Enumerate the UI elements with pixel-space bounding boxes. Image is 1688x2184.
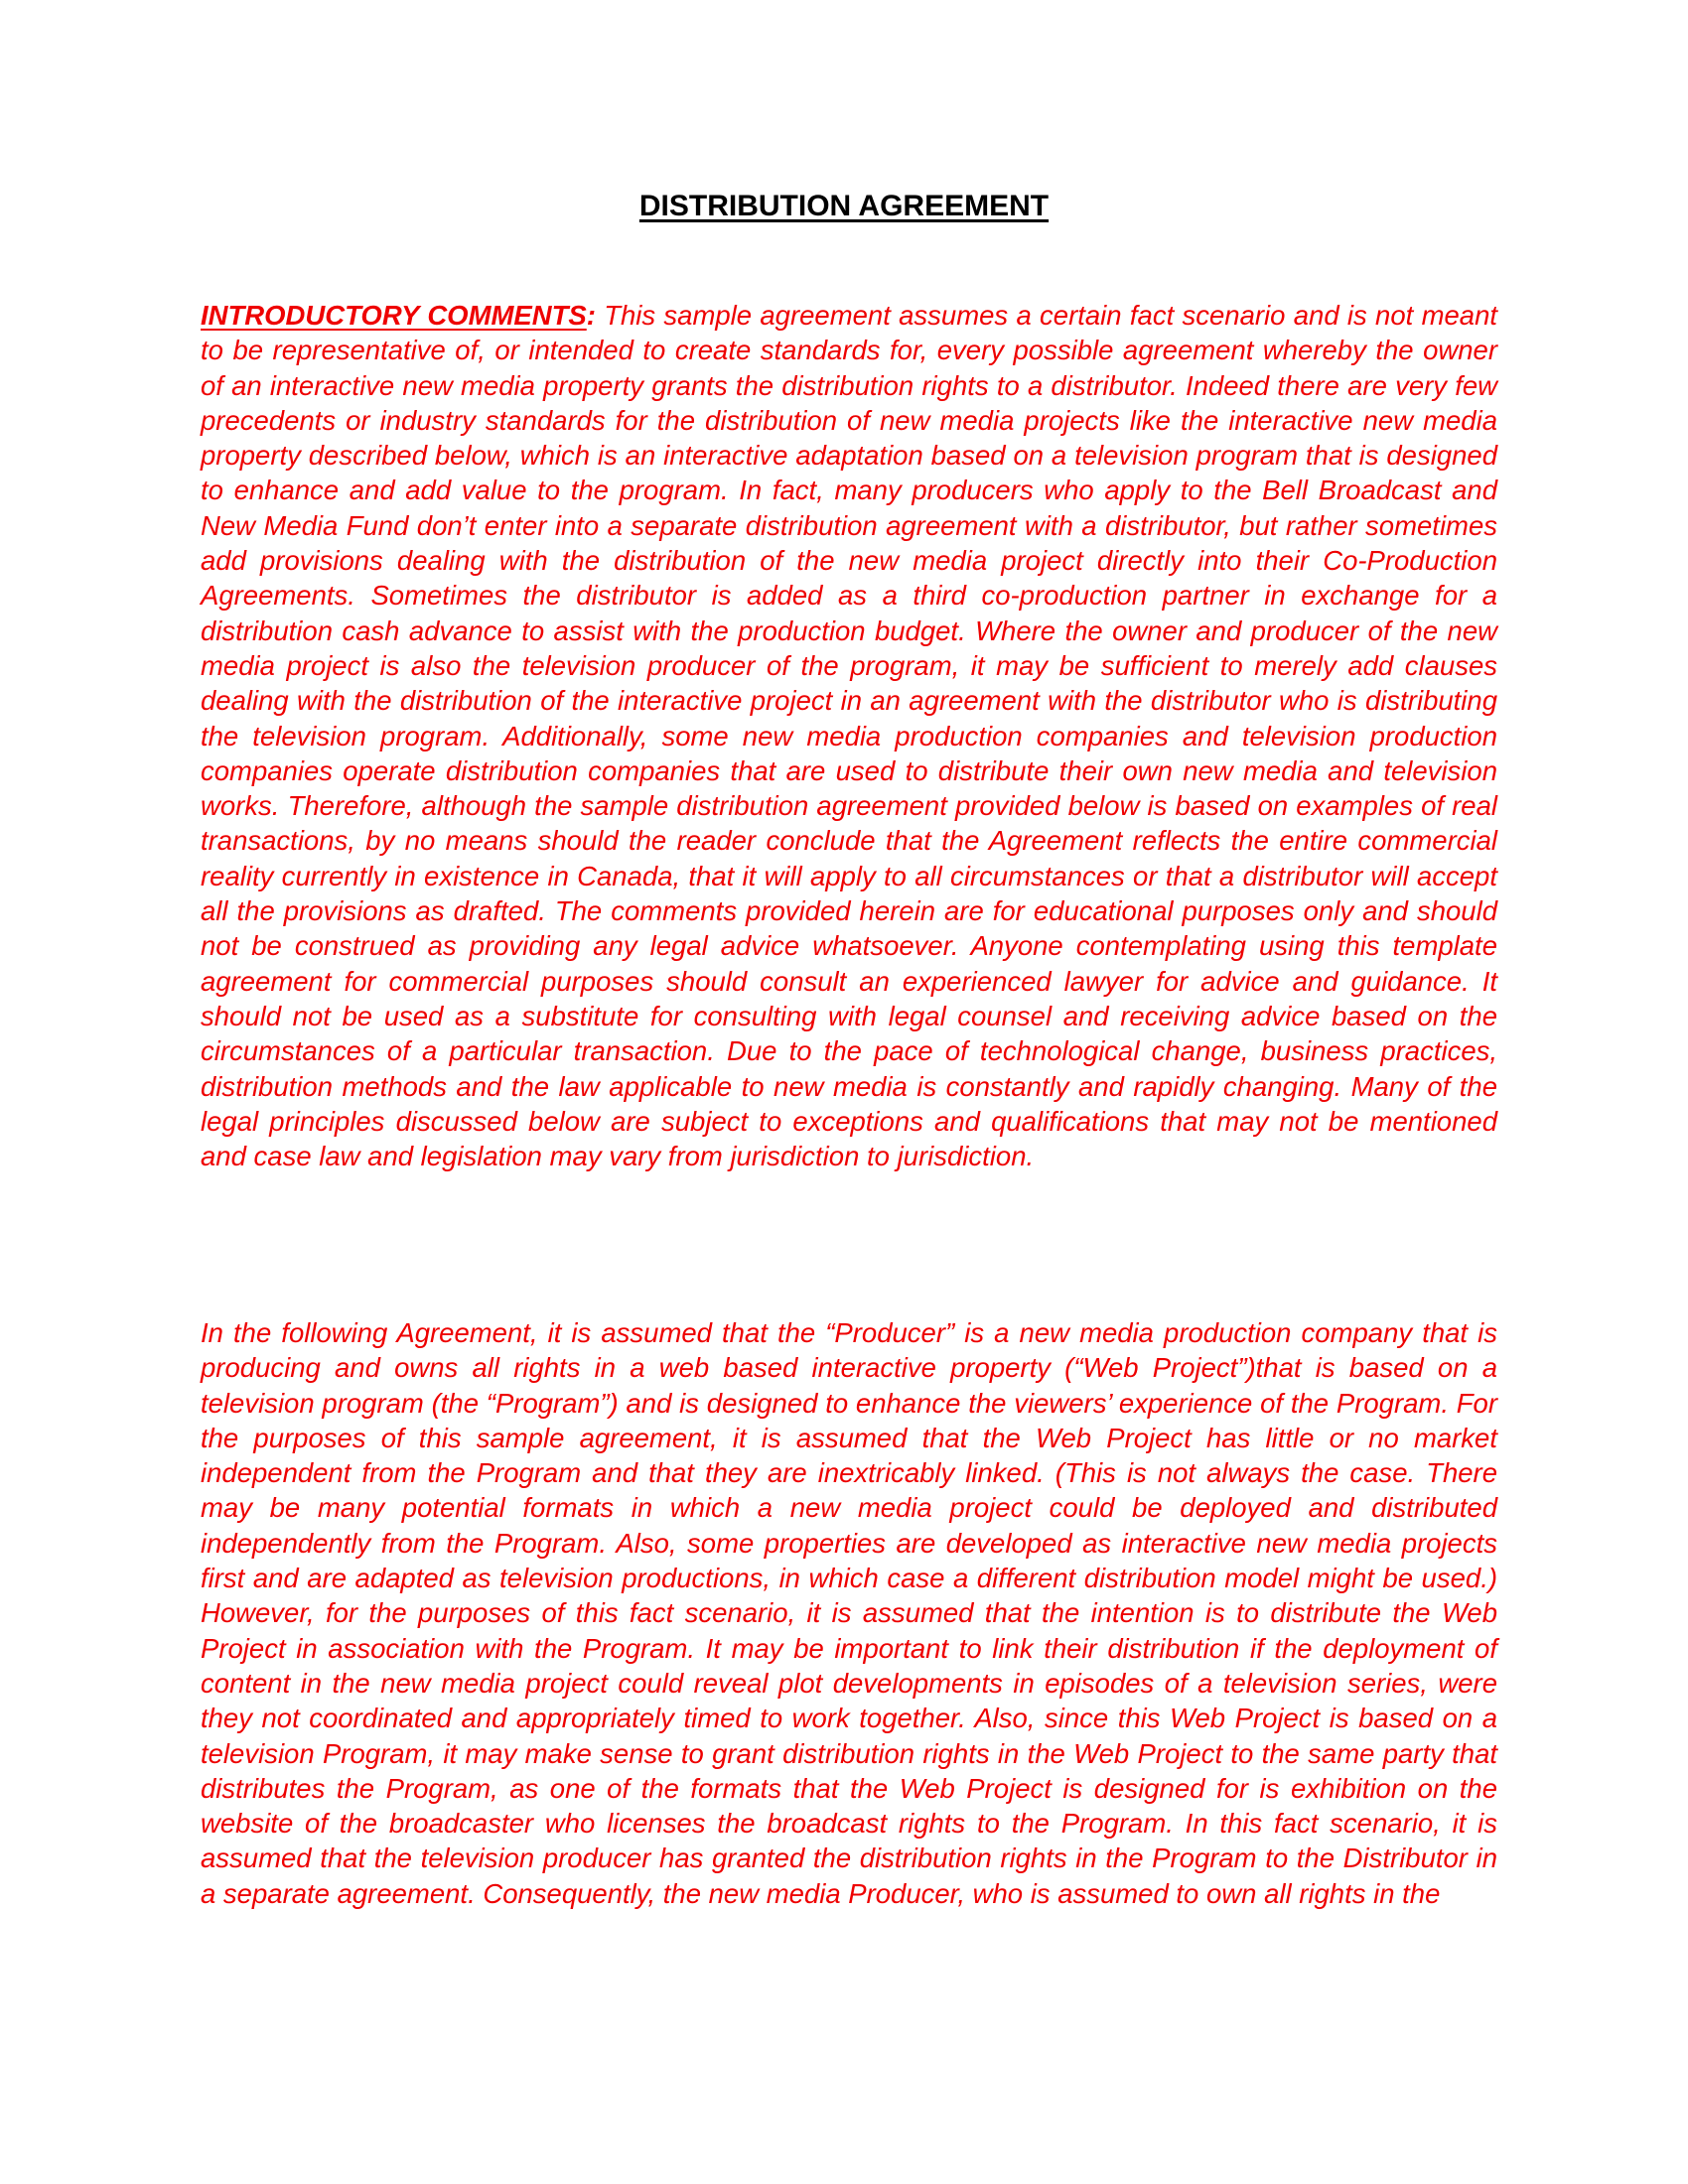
introductory-comments-label: INTRODUCTORY COMMENTS bbox=[201, 300, 587, 331]
document-title bbox=[0, 189, 1688, 224]
introductory-comments-paragraph bbox=[201, 298, 1497, 1173]
document-title-text: DISTRIBUTION AGREEMENT bbox=[638, 190, 1050, 222]
fact-scenario-paragraph: In the following Agreement, it is assumed that the “Producer” is a new media production company that is producing and owns all rights in a web based interactive property (“Web Project”)that is based on a television program (the “Program”) and is designed to enhance the viewers’ experience of the Program. For the purposes of this sample agreement, it is assumed that the Web Project has little or no market independent from the Program and that they are inextricably linked. (This is not always the case. There may be many potential formats in which a new media project could be deployed and distributed independently from the Program. Also, some properties are developed as interactive new media projects first and are adapted as television productions, in which case a different distribution model might be used.) However, for the purposes of this fact scenario, it is assumed that the intention is to distribute the Web Project in association with the Program. It may be important to link their distribution if the deployment of content in the new media project could reveal plot developments in episodes of a television series, were they not coordinated and appropriately timed to work together. Also, since this Web Project is based on a television Program, it may make sense to grant distribution rights in the Web Project to the same party that distributes the Program, as one of the formats that the Web Project is designed for is exhibition on the website of the broadcaster who licenses the broadcast rights to the Program. In this fact scenario, it is assumed that the television producer has granted the distribution rights in the Program to the Distributor in a separate agreement. Consequently, the new media Producer, who is assumed to own all rights in the bbox=[201, 1317, 1497, 1909]
introductory-comments-text: This sample agreement assumes a certain fact scenario and is not meant to be representative of, or intended to create standards for, every possible agreement whereby the owner of an interactive new media property grants the distribution rights to a distributor. Indeed there are very few precedents or industry standards for the distribution of new media projects like the interactive new media property described below, which is an interactive adaptation based on a television program that is designed to enhance and add value to the program. In fact, many producers who apply to the Bell Broadcast and New Media Fund don’t enter into a separate distribution agreement with a distributor, but rather sometimes add provisions dealing with the distribution of the new media project directly into their Co-Production Agreements. Sometimes the distributor is added as a third co-production partner in exchange for a distribution cash advance to assist with the production budget. Where the owner and producer of the new media project is also the television producer of the program, it may be sufficient to merely add clauses dealing with the distribution of the interactive project in an agreement with the distributor who is distributing the television program. Additionally, some new media production companies and television production companies operate distribution companies that are used to distribute their own new media and television works. Therefore, although the sample distribution agreement provided below is based on examples of real transactions, by no means should the reader conclude that the Agreement reflects the entire commercial reality currently in existence in Canada, that it will apply to all circumstances or that a distributor will accept all the provisions as drafted. The comments provided herein are for educational purposes only and should not be construed as providing any legal advice whatsoever. Anyone contemplating using this template agreement for commercial purposes should consult an experienced lawyer for advice and guidance. It should not be used as a substitute for consulting with legal counsel and receiving advice based on the circumstances of a particular transaction. Due to the pace of technological change, business practices, distribution methods and the law applicable to new media is constantly and rapidly changing. Many of the legal principles discussed below are subject to exceptions and qualifications that may not be mentioned and case law and legislation may vary from jurisdiction to jurisdiction. bbox=[201, 300, 1497, 1172]
introductory-comments-colon: : bbox=[586, 300, 596, 331]
